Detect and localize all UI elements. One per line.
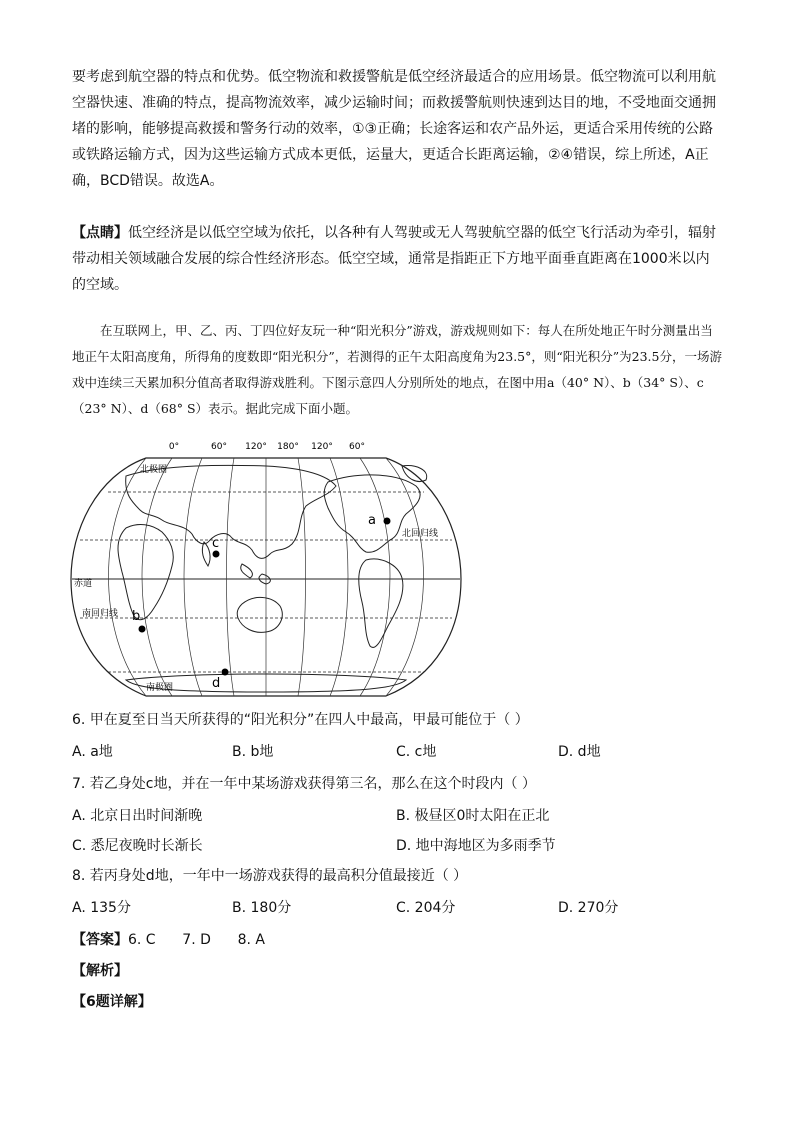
q7-stem: 7. 若乙身处c地，并在一年中某场游戏获得第三名，那么在这个时段内（ ） — [72, 776, 536, 792]
dianjing-text: 低空经济是以低空空域为依托，以各种有人驾驶或无人驾驶航空器的低空飞行活动为牵引，辐射带动相关领域融合发展的综合性经济形态。低空空域，通常是指距正下方地平面垂直距离在1000米以内的空域。 — [72, 225, 716, 293]
point-c-label: c — [212, 536, 220, 551]
map-lon-label-1: 60° — [211, 442, 227, 452]
point-b-marker — [139, 626, 146, 633]
answer-line — [72, 930, 265, 950]
answer-text: 6. C 7. D 8. A — [128, 932, 265, 948]
point-c-marker — [213, 551, 220, 558]
map-lon-label-5: 60° — [349, 442, 365, 452]
q6-detail-label: 【6题详解】 — [72, 994, 152, 1010]
q7-option-b: B. 极昼区0时太阳在正北 — [396, 808, 550, 824]
q8-option-d: D. 270分 — [558, 900, 619, 916]
world-map — [66, 436, 466, 702]
point-b-label: b — [132, 609, 141, 624]
answer-label: 【答案】 — [72, 932, 128, 948]
q6-stem: 6. 甲在夏至日当天所获得的“阳光积分”在四人中最高，甲最可能位于（ ） — [72, 712, 529, 728]
dianjing-paragraph — [72, 220, 722, 298]
map-lon-label-0: 0° — [168, 442, 180, 452]
q7-option-a: A. 北京日出时间渐晚 — [72, 808, 203, 824]
q6-option-c: C. c地 — [396, 744, 437, 760]
map-lon-label-4: 120° — [311, 442, 333, 452]
q7-option-d: D. 地中海地区为多雨季节 — [396, 838, 556, 854]
label-arctic-circle: 北极圈 — [140, 465, 168, 475]
q8-stem: 8. 若丙身处d地，一年中一场游戏获得的最高积分值最接近（ ） — [72, 868, 468, 884]
point-d-label: d — [212, 676, 221, 691]
q6-option-a: A. a地 — [72, 744, 113, 760]
question-intro: 在互联网上，甲、乙、丙、丁四位好友玩一种“阳光积分”游戏，游戏规则如下：每人在所处地正午时分测量出当地正午太阳高度角，所得角的度数即“阳光积分”，若测得的正午太阳高度角为23.5°，则“阳光积分”为23.5分，一场游戏中连续三天累加积分值高者取得游戏胜利。下图示意四人分别所处的地点，在图中用a（40° N）、b（34° S）、c（23° N）、d（68° S）表示。据此完成下面小题。 — [72, 323, 722, 416]
point-a-label: a — [368, 513, 376, 528]
q6-option-d: D. d地 — [558, 744, 601, 760]
q7-option-c: C. 悉尼夜晚时长渐长 — [72, 838, 203, 854]
point-d-marker — [222, 669, 229, 676]
meridian-grid — [109, 458, 424, 696]
label-antarctic-circle: 南极圈 — [146, 683, 174, 693]
point-a-marker — [384, 518, 391, 525]
paragraph-explanation: 要考虑到航空器的特点和优势。低空物流和救援警航是低空经济最适合的应用场景。低空物流可以利用航空器快速、准确的特点，提高物流效率，减少运输时间；而救援警航则快速到达目的地，不受地面交通拥堵的影响，能够提高救援和警务行动的效率，①③正确；长途客运和农产品外运，更适合采用传统的公路或铁路运输方式，因为这些运输方式成本更低，运量大，更适合长距离运输，②④错误，综上所述，A正确，BCD错误。故选A。 — [72, 69, 716, 189]
label-tropic-cancer: 北回归线 — [402, 529, 439, 539]
map-lon-label-3: 180° — [277, 442, 299, 452]
label-tropic-capricorn: 南回归线 — [82, 609, 119, 619]
label-equator: 赤道 — [74, 579, 93, 589]
q6-option-b: B. b地 — [232, 744, 274, 760]
q8-option-c: C. 204分 — [396, 900, 456, 916]
analysis-label: 【解析】 — [72, 963, 128, 979]
q8-option-a: A. 135分 — [72, 900, 131, 916]
map-lon-label-2: 120° — [245, 442, 267, 452]
dianjing-label: 【点睛】 — [72, 225, 128, 241]
q8-option-b: B. 180分 — [232, 900, 292, 916]
